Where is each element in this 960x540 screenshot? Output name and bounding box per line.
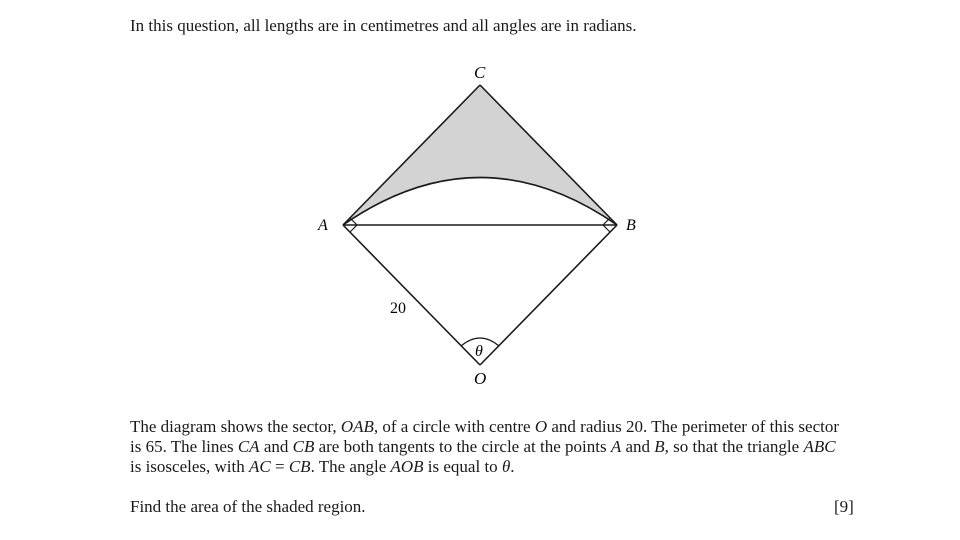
radius-OA: [343, 225, 480, 365]
label-radius: 20: [390, 300, 406, 317]
task-text: Find the area of the shaded region.: [130, 497, 366, 516]
shaded-region: [343, 85, 617, 225]
marks-label: [9]: [834, 497, 854, 516]
label-O: O: [474, 369, 487, 388]
label-theta: θ: [475, 343, 483, 360]
label-B: B: [626, 217, 636, 234]
intro-text: In this question, all lengths are in centimetres and all angles are in radians.: [130, 16, 637, 35]
question-paragraph: The diagram shows the sector, OAB, of a circle with centre O and radius 20. The perimeter of this sector is 65. The lines CA and CB are both tangents to the circle at the points A and B, so that the triangle ABC is isosceles, with AC = CB. The angle AOB is equal to θ.: [130, 417, 840, 476]
label-A: A: [318, 217, 328, 234]
label-C: C: [474, 63, 486, 82]
radius-OB: [480, 225, 617, 365]
